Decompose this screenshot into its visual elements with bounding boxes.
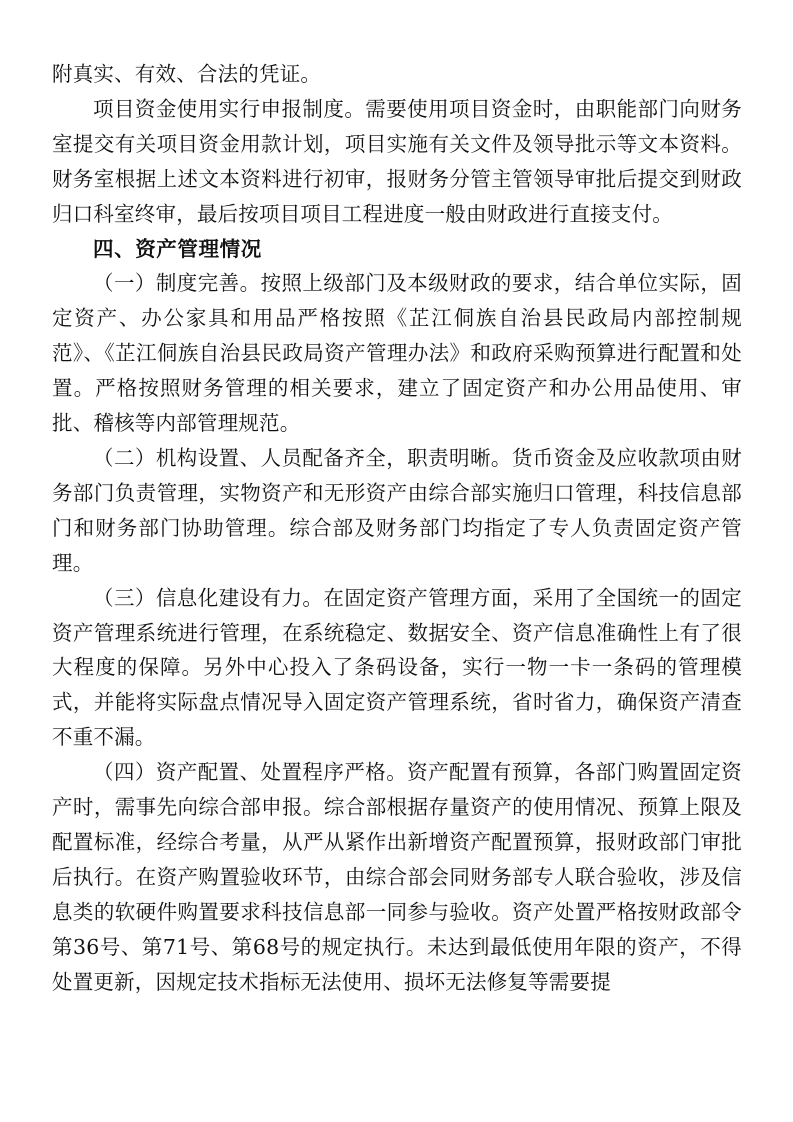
paragraph-5: （三）信息化建设有力。在固定资产管理方面，采用了全国统一的固定资产管理系统进行管理，在系统稳定、数据安全、资产信息准确性上有了很大程度的保障。另外中心投入了条码设备，实行一物一卡一条码的管理模式，并能将实际盘点情况导入固定资产管理系统，省时省力，确保资产清查不重不漏。 [52,585,742,750]
paragraph-6: （四）资产配置、处置程序严格。资产配置有预算，各部门购置固定资产时，需事先向综合部申报。综合部根据存量资产的使用情况、预算上限及配置标准，经综合考量，从严从紧作出新增资产配置预算，报财政部门审批后执行。在资产购置验收环节，由综合部会同财务部专人联合验收，涉及信息类的软硬件购置要求科技信息部一同参与验收。资产处置严格按财政部令第36号、第71号、第68号的规定执行。未达到最低使用年限的资产，不得处置更新，因规定技术指标无法使用、损坏无法修复等需要提 [52,760,742,994]
paragraph-1: 附真实、有效、合法的凭证。 [52,62,322,86]
paragraph-2: 项目资金使用实行申报制度。需要使用项目资金时，由职能部门向财务室提交有关项目资金用款计划，项目实施有关文件及领导批示等文本资料。财务室根据上述文本资料进行初审，报财务分管主管领导审批后提交到财政归口科室终审，最后按项目项目工程进度一般由财政进行直接支付。 [52,96,742,226]
document-body [52,57,742,999]
paragraph-3: （一）制度完善。按照上级部门及本级财政的要求，结合单位实际，固定资产、办公家具和用品严格按照《芷江侗族自治县民政局内部控制规范》、《芷江侗族自治县民政局资产管理办法》和政府采购预算进行配置和处置。严格按照财务管理的相关要求，建立了固定资产和办公用品使用、审批、稽核等内部管理规范。 [52,271,742,436]
section-heading: 四、资产管理情况 [93,236,262,261]
paragraph-4: （二）机构设置、人员配备齐全，职责明晰。货币资金及应收款项由财务部门负责管理，实物资产和无形资产由综合部实施归口管理，科技信息部门和财务部门协助管理。综合部及财务部门均指定了专人负责固定资产管理。 [52,445,742,575]
